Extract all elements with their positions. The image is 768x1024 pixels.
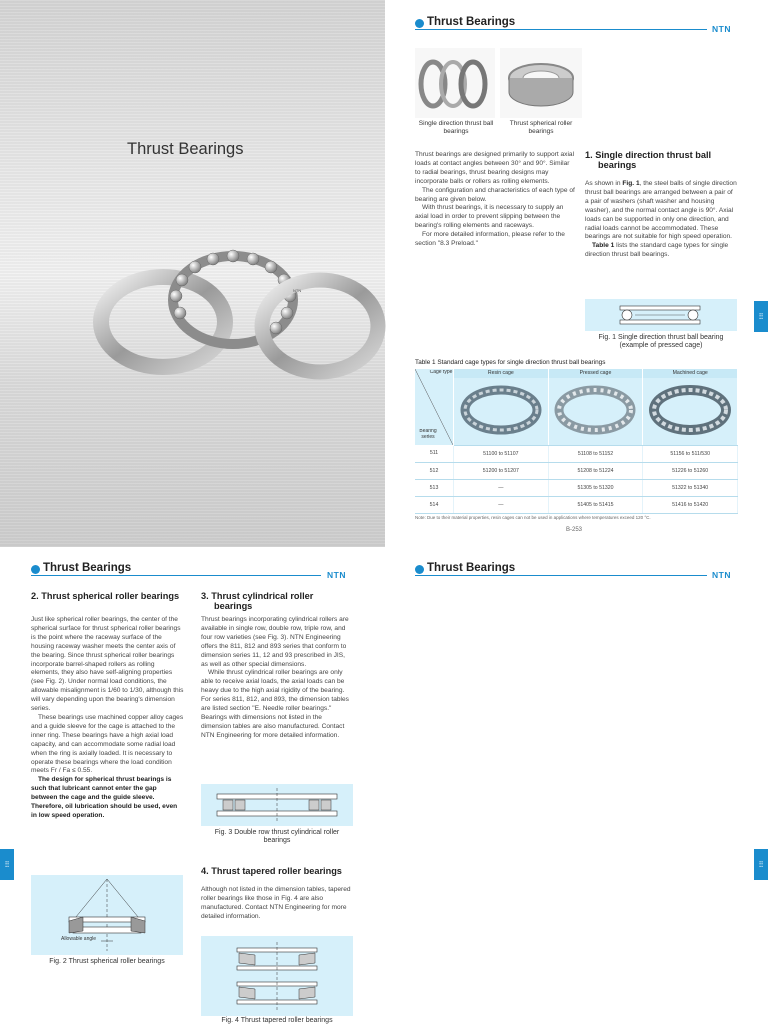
ntn-logo: NTN: [712, 570, 731, 580]
header-title: Thrust Bearings: [427, 562, 516, 574]
header-bullet-icon: [415, 19, 424, 28]
cover-panel: [0, 0, 385, 547]
table1-ref: Table 1: [592, 242, 615, 250]
header-rule: [31, 575, 321, 576]
cover-title: Thrust Bearings: [127, 140, 244, 158]
header-bullet-icon: [31, 565, 40, 574]
intro-paragraph: Thrust bearings are designed primarily to support axial loads at contact angles between 30° and 90°. Similar to radial bearings, thrust bearing designs may incorporate balls or rollers as rolling elements.: [415, 151, 575, 185]
table1-header: Resin cage: [454, 369, 549, 378]
fig1-caption: Fig. 1 Single direction thrust ball bearing (example of pressed cage): [598, 334, 724, 349]
ntn-logo: NTN: [712, 24, 731, 34]
table1-header: Machined cage: [643, 369, 738, 378]
table1: [415, 369, 738, 514]
cover-ring-logo: NTN: [293, 288, 302, 293]
bearing-tab-icon[interactable]: ⫶⫶: [0, 849, 14, 880]
resin-cage-image: [454, 378, 549, 445]
page-header-bottom-left: [31, 561, 351, 579]
fig4-caption: Fig. 4 Thrust tapered roller bearings: [221, 1017, 333, 1024]
table-row: 512 51200 to 51207 51208 to 51224 51226 to 51260: [415, 462, 738, 479]
section2-text: Just like spherical roller bearings, the center of the spherical surface for thrust spherical roller bearings is the point where the raceway surface of the housing raceway washer meets the center axis of the bearing. Since thrust spherical roller bearings incorporate barrel-shaped rollers as rolling elements, they also have self-aligning properties (see Fig. 2). Under normal load conditions, the allowable misalignment is 1/60 to 1/30, although this will vary depending upon the bearing's dimension series. These bearings use machined copper alloy cages and a guide sleeve for the cage is attached to the inner ring. These bearings have a high axial load capacity, and can accommodate some radial load when the ring is axially loaded. It is necessary to operate these bearings where the load condition meets Fr / Fa ≤ 0.55. The design for spherical thrust bearings is such that lubricant cannot enter the gap between the cage and the guide sleeve. Therefore, oil lubrication should be used, even in low speed operation.: [31, 616, 184, 819]
fig2-diagram: [31, 875, 183, 955]
section3-heading: 3. Thrust cylindrical roller bearings: [201, 591, 314, 611]
fig4-diagram: [201, 936, 353, 1016]
machined-cage-image: [643, 378, 738, 445]
fig2-caption: Fig. 2 Thrust spherical roller bearings: [49, 958, 165, 965]
header-rule: [415, 575, 707, 576]
corner-cage-type: Cage type: [429, 370, 453, 375]
section3-text: Thrust bearings incorporating cylindrical rollers are available in single row, double row, triple row, and four row varieties (see Fig. 3). NTN Engineering offers the 811, 812 and 893 series that conform to dimension series 11, 12 and 93 prescribed in JIS, as well as other special dimensions. While thrust cylindrical roller bearings are only able to receive axial loads, the axial loads can be heavy due to the high axial rigidity of the bearing. For series 811, 812, and 893, the dimension tables are listed section "E. Needle roller bearings." Bearings with dimensions not listed in the dimension tables are also manufactured. Contact NTN Engineering for more detailed information.: [201, 616, 349, 739]
corner-bearing-series: Bearing series: [419, 429, 437, 440]
table-row: 511 51100 to 51107 51108 to 51152 51156 to 511/530: [415, 445, 738, 462]
intro-text: [415, 151, 575, 249]
ntn-logo: NTN: [327, 570, 346, 580]
header-title: Thrust Bearings: [427, 16, 516, 28]
fig1-ref: Fig. 1: [622, 180, 640, 187]
intro-paragraph: With thrust bearings, it is necessary to supply an axial load in order to prevent slipping between the bearing's rolling elements and raceways.: [415, 204, 564, 230]
section2-heading: 2. Thrust spherical roller bearings: [31, 591, 180, 601]
page-number: B-253: [566, 527, 583, 533]
header-bullet-icon: [415, 565, 424, 574]
page-header-top: [415, 15, 737, 33]
section4-heading: 4. Thrust tapered roller bearings: [201, 866, 342, 876]
fig3-caption: Fig. 3 Double row thrust cylindrical roller bearings: [214, 829, 340, 844]
fig1-diagram: [585, 299, 737, 331]
table1-title: Table 1 Standard cage types for single direction thrust ball bearings: [415, 359, 606, 366]
pressed-cage-image: [548, 378, 643, 445]
intro-paragraph: The configuration and characteristics of each type of bearing are given below.: [415, 186, 575, 203]
fig2-allowable-angle-label: Allowable angle: [61, 936, 97, 942]
bearing-tab-icon[interactable]: ⫶⫶: [754, 849, 768, 880]
page-header-bottom-right: [415, 561, 737, 579]
table1-header: Pressed cage: [548, 369, 643, 378]
fig3-diagram: [201, 784, 353, 826]
section4-text: Although not listed in the dimension tables, tapered roller bearings like those in Fig. 4 are also manufactured. Contact NTN Engineering for more detailed information.: [201, 886, 351, 920]
bearing-tab-icon[interactable]: ⫶⫶: [754, 301, 768, 332]
table1-note: Note: Due to their material properties, resin cages can not be used in applications where temperatures exceed 120 °C.: [415, 515, 651, 520]
photo-caption-spherical: Thrust spherical roller bearings: [509, 120, 573, 135]
table1-corner-cell: [415, 369, 454, 445]
thrust-spherical-bearing-photo: [500, 48, 582, 118]
table-row: 513 — 51305 to 51320 51322 to 51340: [415, 479, 738, 496]
table-row: 514 — 51405 to 51415 51416 to 51420: [415, 496, 738, 513]
header-rule: [415, 29, 707, 30]
section1-text: As shown in Fig. 1, the steel balls of single direction thrust ball bearings are arranged between a pair of a pair of washers (shaft washer and housing washer), and the normal contact angle is 90°. Axial loads can be supported in only one direction, and radial loads cannot be accommodated. These bearings are not suitable for high speed operation. Table 1 lists the standard cage types for single direction thrust ball bearings.: [585, 180, 737, 259]
thrust-ball-bearing-photo: [415, 48, 495, 118]
cover-bearing-image: [88, 240, 388, 390]
photo-caption-ball: Single direction thrust ball bearings: [418, 120, 494, 135]
intro-paragraph: For more detailed information, please refer to the section "8.3 Preload.": [415, 231, 565, 248]
header-title: Thrust Bearings: [43, 562, 132, 574]
section1-heading: 1. Single direction thrust ball bearings: [585, 150, 712, 170]
